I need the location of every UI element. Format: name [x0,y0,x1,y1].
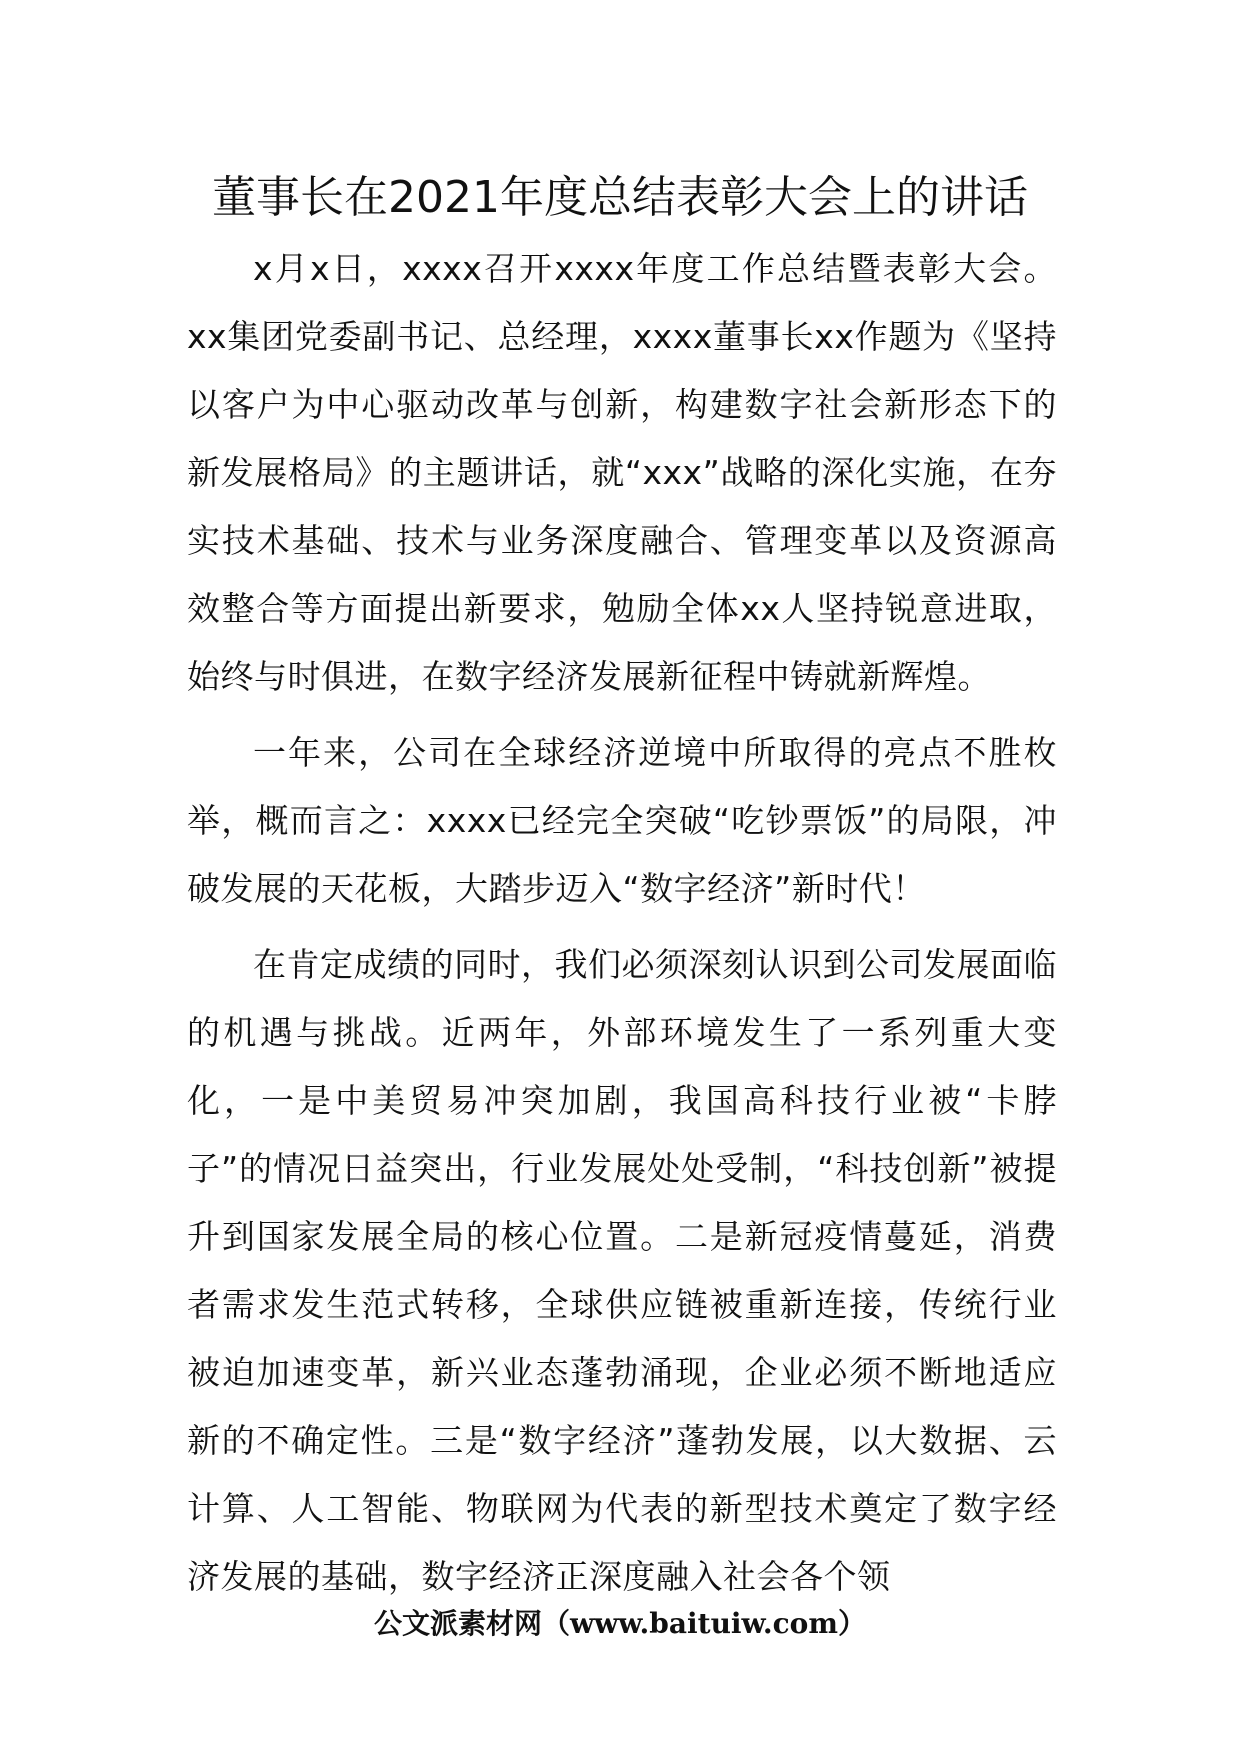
paragraph-1: x月x日，xxxx召开xxxx年度工作总结暨表彰大会。xx集团党委副书记、总经理，xxxx董事长xx作题为《坚持以客户为中心驱动改革与创新，构建数字社会新形态下的新发展格局》的主题讲话，就“xxx”战略的深化实施，在夯实技术基础、技术与业务深度融合、管理变革以及资源高效整合等方面提出新要求，勉励全体xx人坚持锐意进取，始终与时俱进，在数字经济发展新征程中铸就新辉煌。 [187,249,1057,696]
paragraph-3: 在肯定成绩的同时，我们必须深刻认识到公司发展面临的机遇与挑战。近两年，外部环境发生了一系列重大变化，一是中美贸易冲突加剧，我国高科技行业被“卡脖子”的情况日益突出，行业发展处处受制，“科技创新”被提升到国家发展全局的核心位置。二是新冠疫情蔓延，消费者需求发生范式转移，全球供应链被重新连接，传统行业被迫加速变革，新兴业态蓬勃涌现，企业必须不断地适应新的不确定性。三是“数字经济”蓬勃发展，以大数据、云计算、人工智能、物联网为代表的新型技术奠定了数字经济发展的基础，数字经济正深度融入社会各个领 [187,945,1057,1596]
footer-watermark: 公文派素材网（www.baituiw.com） [374,1607,866,1640]
paragraph-2: 一年来，公司在全球经济逆境中所取得的亮点不胜枚举，概而言之：xxxx已经完全突破“吃钞票饭”的局限，冲破发展的天花板，大踏步迈入“数字经济”新时代！ [187,733,1057,908]
document-body [187,235,1057,1619]
document-title: 董事长在2021年度总结表彰大会上的讲话 [212,172,1028,223]
